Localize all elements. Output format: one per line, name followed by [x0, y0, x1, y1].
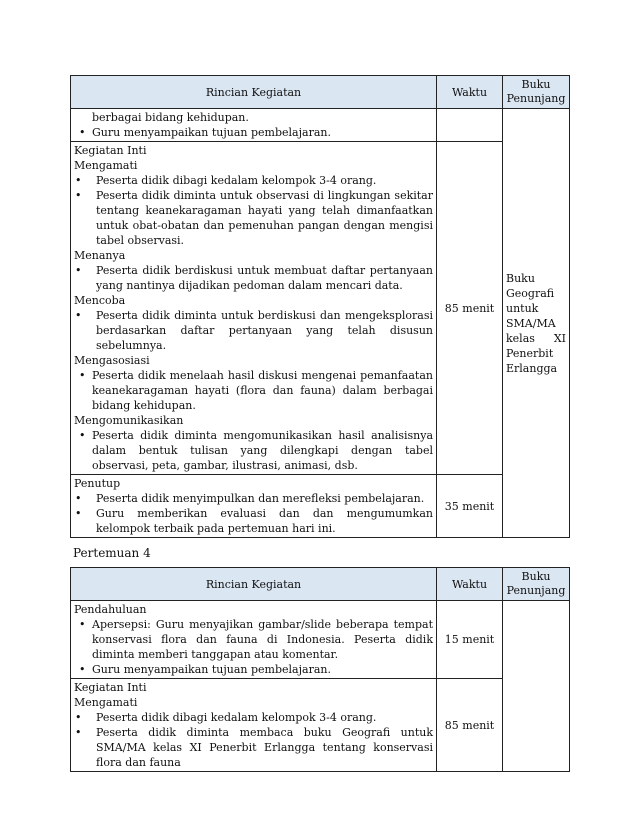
subsection-title: Mengamati — [74, 159, 138, 172]
meeting-caption: Pertemuan 4 — [73, 546, 151, 560]
list-item: • Peserta didik dibagi kedalam kelompok 3-4 orang. — [74, 173, 433, 188]
subsection-title: Mengomunikasikan — [74, 414, 184, 427]
list-item: • Peserta didik diminta untuk berdiskusi dan mengeksplorasi berdasarkan daftar pertanyaan yang telah disusun sebelumnya. — [74, 308, 433, 353]
header-rincian: Rincian Kegiatan — [71, 568, 437, 601]
time-cell: 85 menit — [437, 679, 503, 772]
section-title: Penutup — [74, 477, 121, 490]
section-title: Kegiatan Inti — [74, 681, 147, 694]
subsection-title: Mengasosiasi — [74, 354, 150, 367]
book-cell — [503, 601, 570, 772]
table-header-row — [71, 568, 570, 601]
subsection-title: Mengamati — [74, 696, 138, 709]
header-waktu: Waktu — [437, 76, 503, 109]
list-item: • Guru memberikan evaluasi dan dan mengumumkan kelompok terbaik pada pertemuan hari ini. — [74, 506, 433, 536]
table-row — [71, 109, 570, 142]
time-cell: 85 menit — [437, 142, 503, 475]
book-cell: Buku Geografi untuk SMA/MA kelas XI Penerbit Erlangga — [503, 109, 570, 538]
activity-cell — [71, 475, 437, 538]
header-buku: Buku Penunjang — [503, 568, 570, 601]
activity-cell — [71, 109, 437, 142]
activity-table-1 — [70, 75, 570, 538]
header-rincian: Rincian Kegiatan — [71, 76, 437, 109]
list-item: • Peserta didik dibagi kedalam kelompok 3-4 orang. — [74, 710, 433, 725]
list-item: • Guru menyampaikan tujuan pembelajaran. — [74, 125, 433, 140]
subsection-title: Menanya — [74, 249, 126, 262]
list-item: • Peserta didik diminta untuk observasi di lingkungan sekitar tentang keanekaragaman hayati yang telah dimanfaatkan untuk obat-obatan dan pemenuhan pangan dengan mengisi tabel observasi. — [74, 188, 433, 248]
activity-cell — [71, 601, 437, 679]
time-cell: 35 menit — [437, 475, 503, 538]
header-waktu: Waktu — [437, 568, 503, 601]
list-item: • Apersepsi: Guru menyajikan gambar/slide beberapa tempat konservasi flora dan fauna di Indonesia. Peserta didik diminta memberi tanggapan atau komentar. — [74, 617, 433, 662]
header-buku: Buku Penunjang — [503, 76, 570, 109]
activity-table-2 — [70, 567, 570, 772]
table-row — [71, 475, 570, 538]
table-row — [71, 142, 570, 475]
table-header-row — [71, 76, 570, 109]
activity-cell — [71, 679, 437, 772]
list-item: • Peserta didik berdiskusi untuk membuat daftar pertanyaan yang nantinya dijadikan pedoman dalam mencari data. — [74, 263, 433, 293]
list-item: • Peserta didik menelaah hasil diskusi mengenai pemanfaatan keanekaragaman hayati (flora dan fauna) dalam berbagai bidang kehidupan. — [74, 368, 433, 413]
table-row — [71, 679, 570, 772]
list-item: • Guru menyampaikan tujuan pembelajaran. — [74, 662, 433, 677]
time-cell: 15 menit — [437, 601, 503, 679]
list-item: • Peserta didik diminta membaca buku Geografi untuk SMA/MA kelas XI Penerbit Erlangga tentang konservasi flora dan fauna — [74, 725, 433, 770]
table-row — [71, 601, 570, 679]
text-line: berbagai bidang kehidupan. — [92, 111, 249, 124]
list-item: • Peserta didik menyimpulkan dan merefleksi pembelajaran. — [74, 491, 433, 506]
subsection-title: Mencoba — [74, 294, 126, 307]
time-cell — [437, 109, 503, 142]
activity-cell — [71, 142, 437, 475]
section-title: Pendahuluan — [74, 603, 147, 616]
list-item: • Peserta didik diminta mengomunikasikan hasil analisisnya dalam bentuk tulisan yang dilengkapi dengan tabel observasi, peta, gambar, ilustrasi, animasi, dsb. — [74, 428, 433, 473]
section-title: Kegiatan Inti — [74, 144, 147, 157]
